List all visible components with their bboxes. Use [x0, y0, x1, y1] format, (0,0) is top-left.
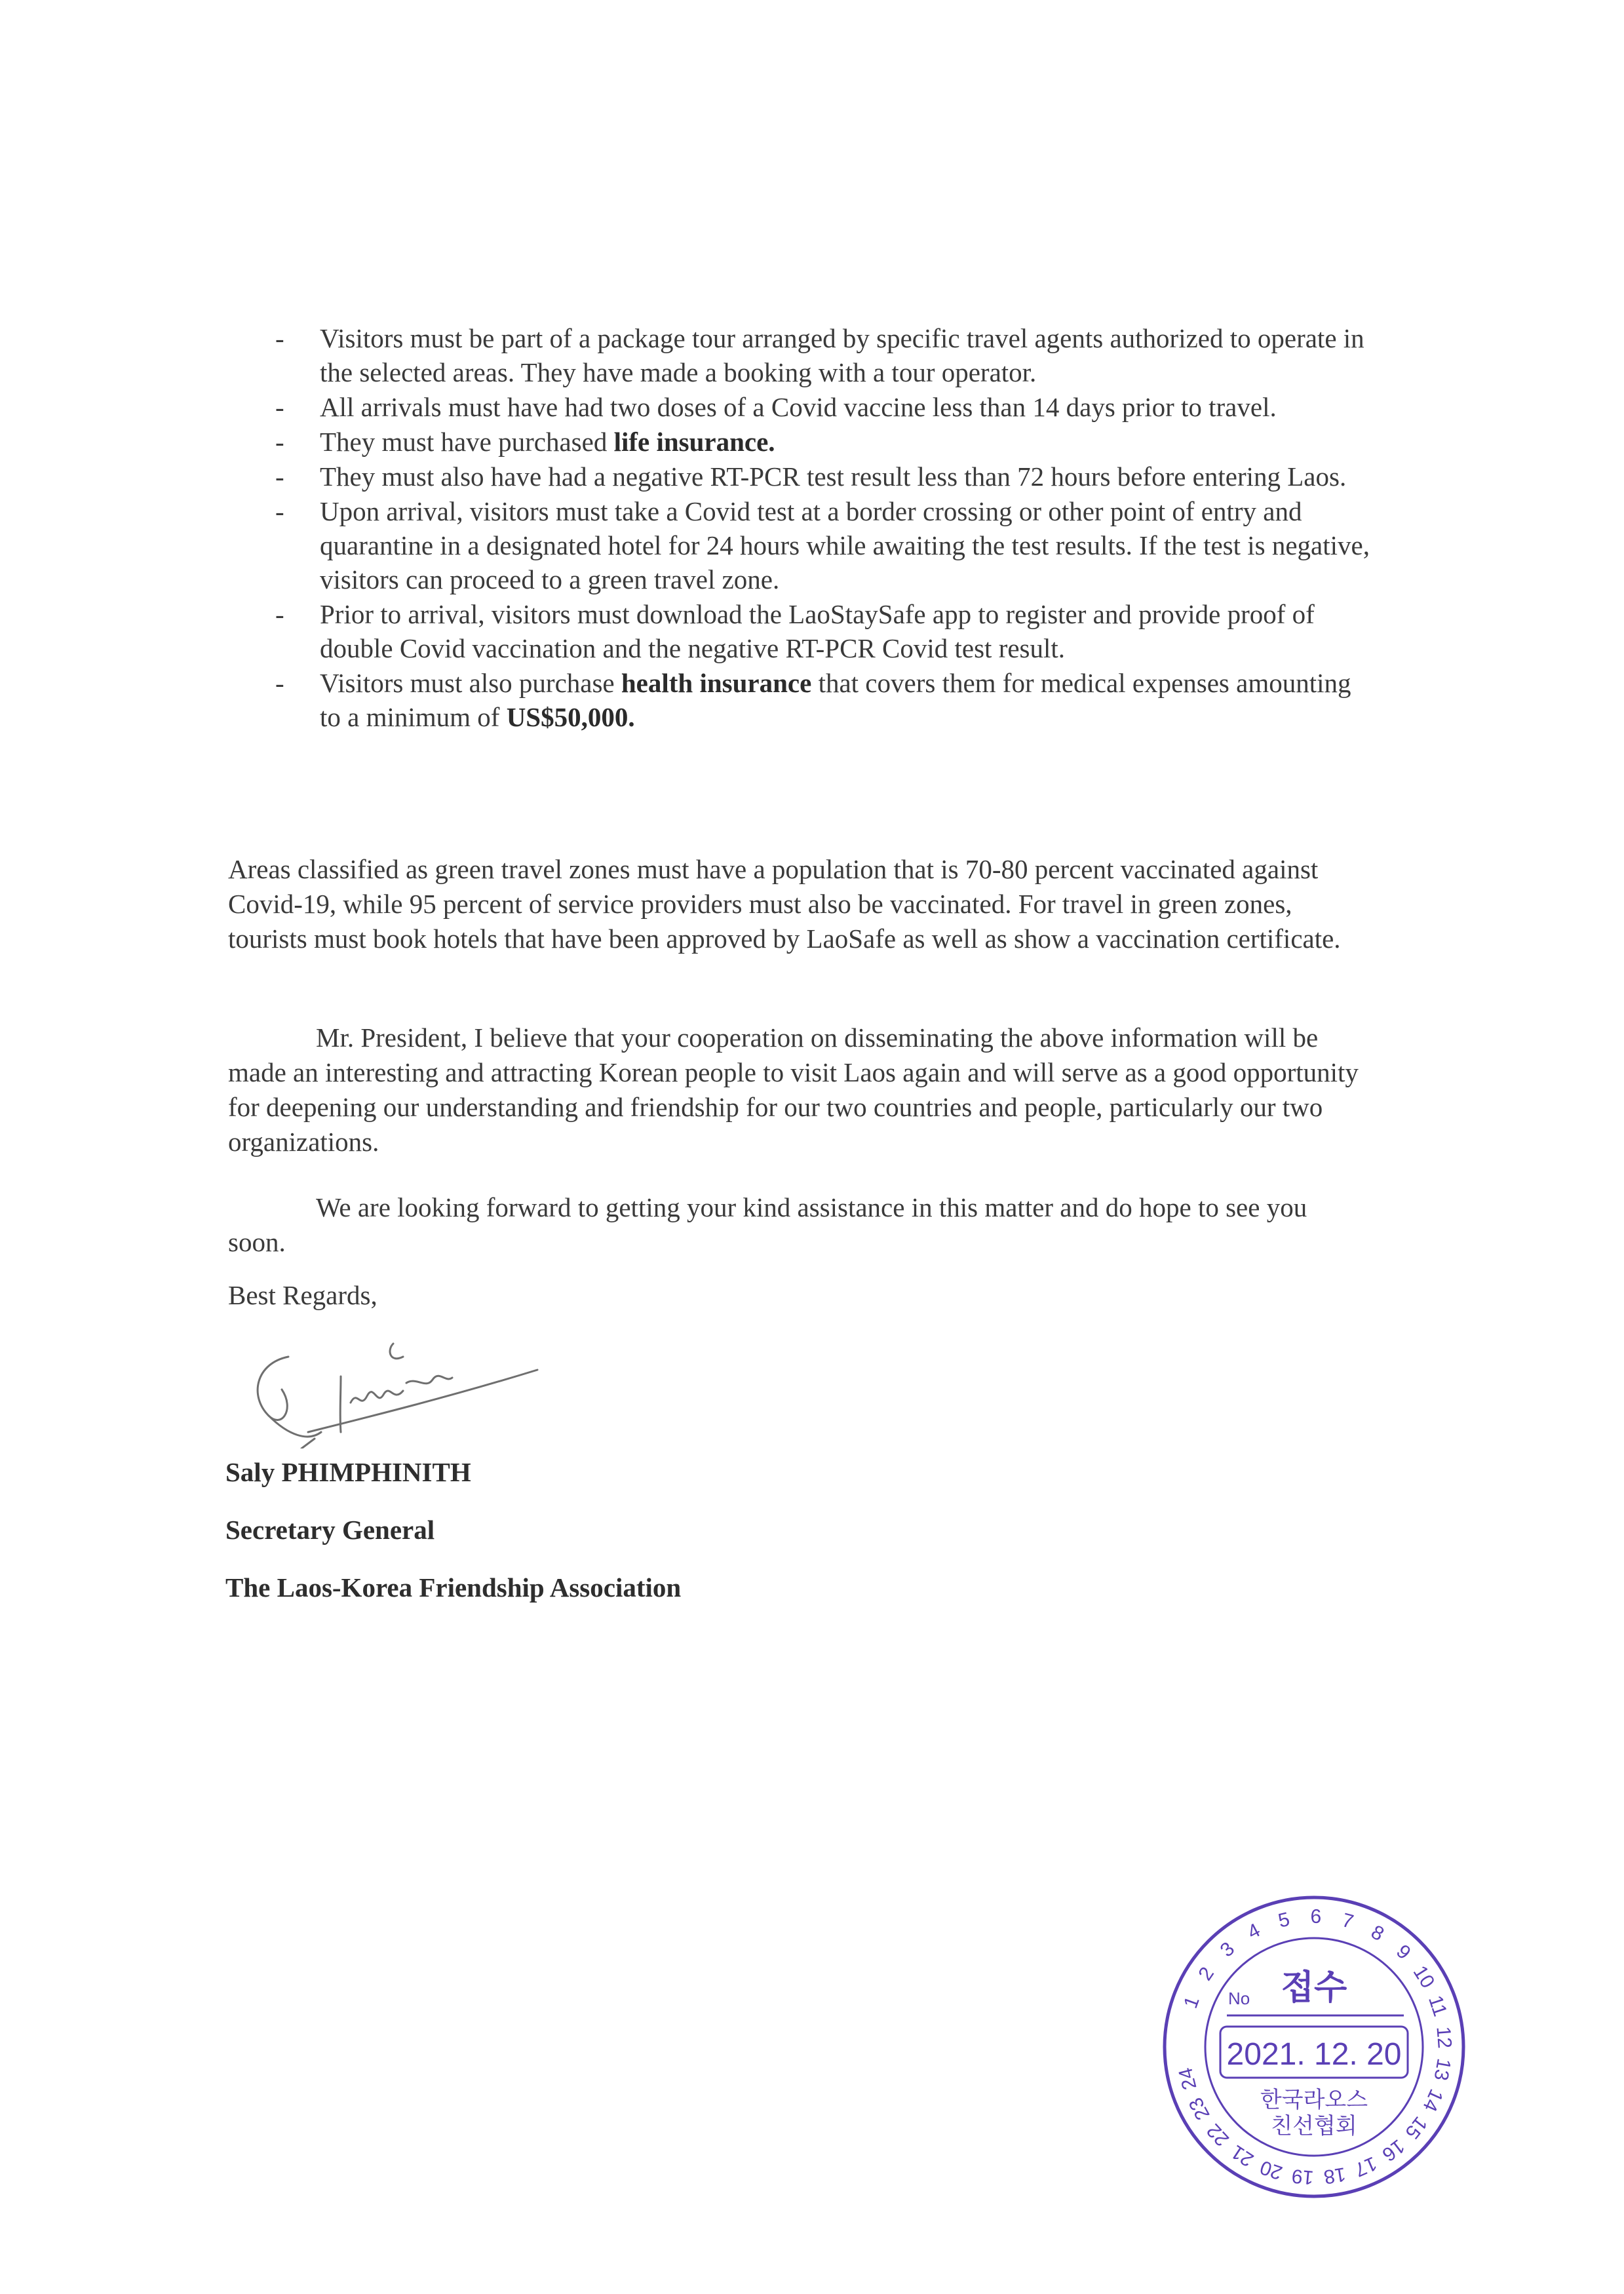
closing-salutation: Best Regards,: [228, 1280, 377, 1310]
requirement-text: Visitors must also purchase: [320, 668, 621, 698]
president-paragraph: Mr. President, I believe that your cooperation on disseminating the above information will be made an interesting and attracting Korean people to visit Laos again and will serve as a good opportunity for deepening our understanding and friendship for our two countries and people, particularly our two organizations.: [228, 1022, 1359, 1157]
bullet-dash: -: [275, 392, 284, 422]
bullet-dash: -: [275, 599, 284, 629]
stamp-ring-number: 10: [1408, 1962, 1439, 1993]
requirement-item: [275, 321, 1376, 389]
stamp-ring-number: 5: [1276, 1908, 1292, 1932]
stamp-ring-number: 23: [1184, 2093, 1214, 2124]
stamp-receipt-label: 접수: [1281, 1968, 1347, 2008]
stamp-ring-number: 15: [1401, 2112, 1432, 2143]
requirement-text: Prior to arrival, visitors must download the LaoStaySafe app to register and provide proof of double Covid vaccination and the negative RT-PCR Covid test result.: [320, 599, 1315, 663]
requirements-list: [275, 321, 1376, 735]
requirement-item: [275, 390, 1376, 424]
requirement-item: [275, 666, 1376, 734]
stamp-ring-number: 21: [1227, 2140, 1258, 2171]
stamp-ring-number: 7: [1340, 1909, 1356, 1934]
stamp-ring-number: 3: [1216, 1937, 1239, 1962]
stamp-ring-number: 9: [1391, 1940, 1415, 1964]
requirement-text: Upon arrival, visitors must take a Covid test at a border crossing or other point of entry and quarantine in a designated hotel for 24 hours while awaiting the test results. If the test is negative, visitors can proceed to a green travel zone.: [320, 496, 1370, 594]
bullet-dash: -: [275, 427, 284, 457]
stamp-ring-number: 8: [1367, 1921, 1388, 1946]
requirement-text: Visitors must be part of a package tour arranged by specific travel agents authorized to operate in the selected areas. They have made a booking with a tour operator.: [320, 323, 1364, 387]
requirement-text: They must have purchased: [320, 427, 614, 457]
looking-forward-paragraph: We are looking forward to getting your kind assistance in this matter and do hope to see you soon.: [228, 1192, 1307, 1257]
handwritten-signature: [242, 1317, 551, 1448]
requirement-item: [275, 494, 1376, 596]
receipt-stamp: [1155, 1888, 1473, 2206]
requirement-text: that covers them for medical expenses amounting to a minimum of: [320, 668, 1351, 732]
stamp-ring-number: 6: [1310, 1905, 1322, 1928]
stamp-ring-number: 24: [1174, 2065, 1201, 2092]
stamp-ring-number: 4: [1244, 1919, 1264, 1944]
stamp-ring-number: 19: [1290, 2164, 1315, 2188]
bullet-dash: -: [275, 496, 284, 526]
requirement-item: [275, 597, 1376, 665]
stamp-no-label: No: [1228, 1989, 1250, 2008]
emphasized-text: US$50,000.: [506, 702, 635, 732]
bullet-dash: -: [275, 461, 284, 492]
stamp-ring-number: 18: [1322, 2163, 1347, 2188]
stamp-ring-number: 2: [1194, 1963, 1219, 1985]
stamp-ring-number: 13: [1429, 2057, 1455, 2082]
bullet-dash: -: [275, 323, 284, 353]
stamp-ring-number: 17: [1351, 2152, 1380, 2181]
signatory-organization: The Laos-Korea Friendship Association: [225, 1572, 682, 1603]
stamp-ring-number: 12: [1432, 2025, 1456, 2050]
signatory-title: Secretary General: [225, 1515, 435, 1545]
requirement-item: [275, 459, 1376, 494]
emphasized-text: life insurance.: [613, 427, 775, 457]
stamp-ring-number: 20: [1257, 2156, 1285, 2184]
stamp-org-line2: 친선협회: [1271, 2113, 1357, 2139]
bullet-dash: -: [275, 668, 284, 698]
stamp-ring-number: 14: [1418, 2086, 1448, 2115]
requirement-item: [275, 425, 1376, 459]
stamp-org-line1: 한국라오스: [1260, 2087, 1368, 2113]
requirement-text: They must also have had a negative RT-PCR test result less than 72 hours before entering Laos.: [320, 461, 1347, 492]
stamp-ring-number: 11: [1423, 1993, 1452, 2019]
emphasized-text: health insurance: [621, 668, 812, 698]
stamp-date: 2021. 12. 20: [1226, 2037, 1402, 2072]
signatory-name: Saly PHIMPHINITH: [225, 1457, 471, 1487]
requirement-text: All arrivals must have had two doses of a Covid vaccine less than 14 days prior to travel.: [320, 392, 1277, 422]
stamp-ring-number: 16: [1378, 2135, 1409, 2166]
green-zones-paragraph: Areas classified as green travel zones must have a population that is 70-80 percent vaccinated against Covid-19, while 95 percent of service providers must also be vaccinated. For travel in green zones, tourists must book hotels that have been approved by LaoSafe as well as show a vaccination certificate.: [228, 854, 1341, 954]
stamp-ring-number: 1: [1180, 1993, 1204, 2012]
stamp-ring-number: 22: [1203, 2119, 1234, 2150]
